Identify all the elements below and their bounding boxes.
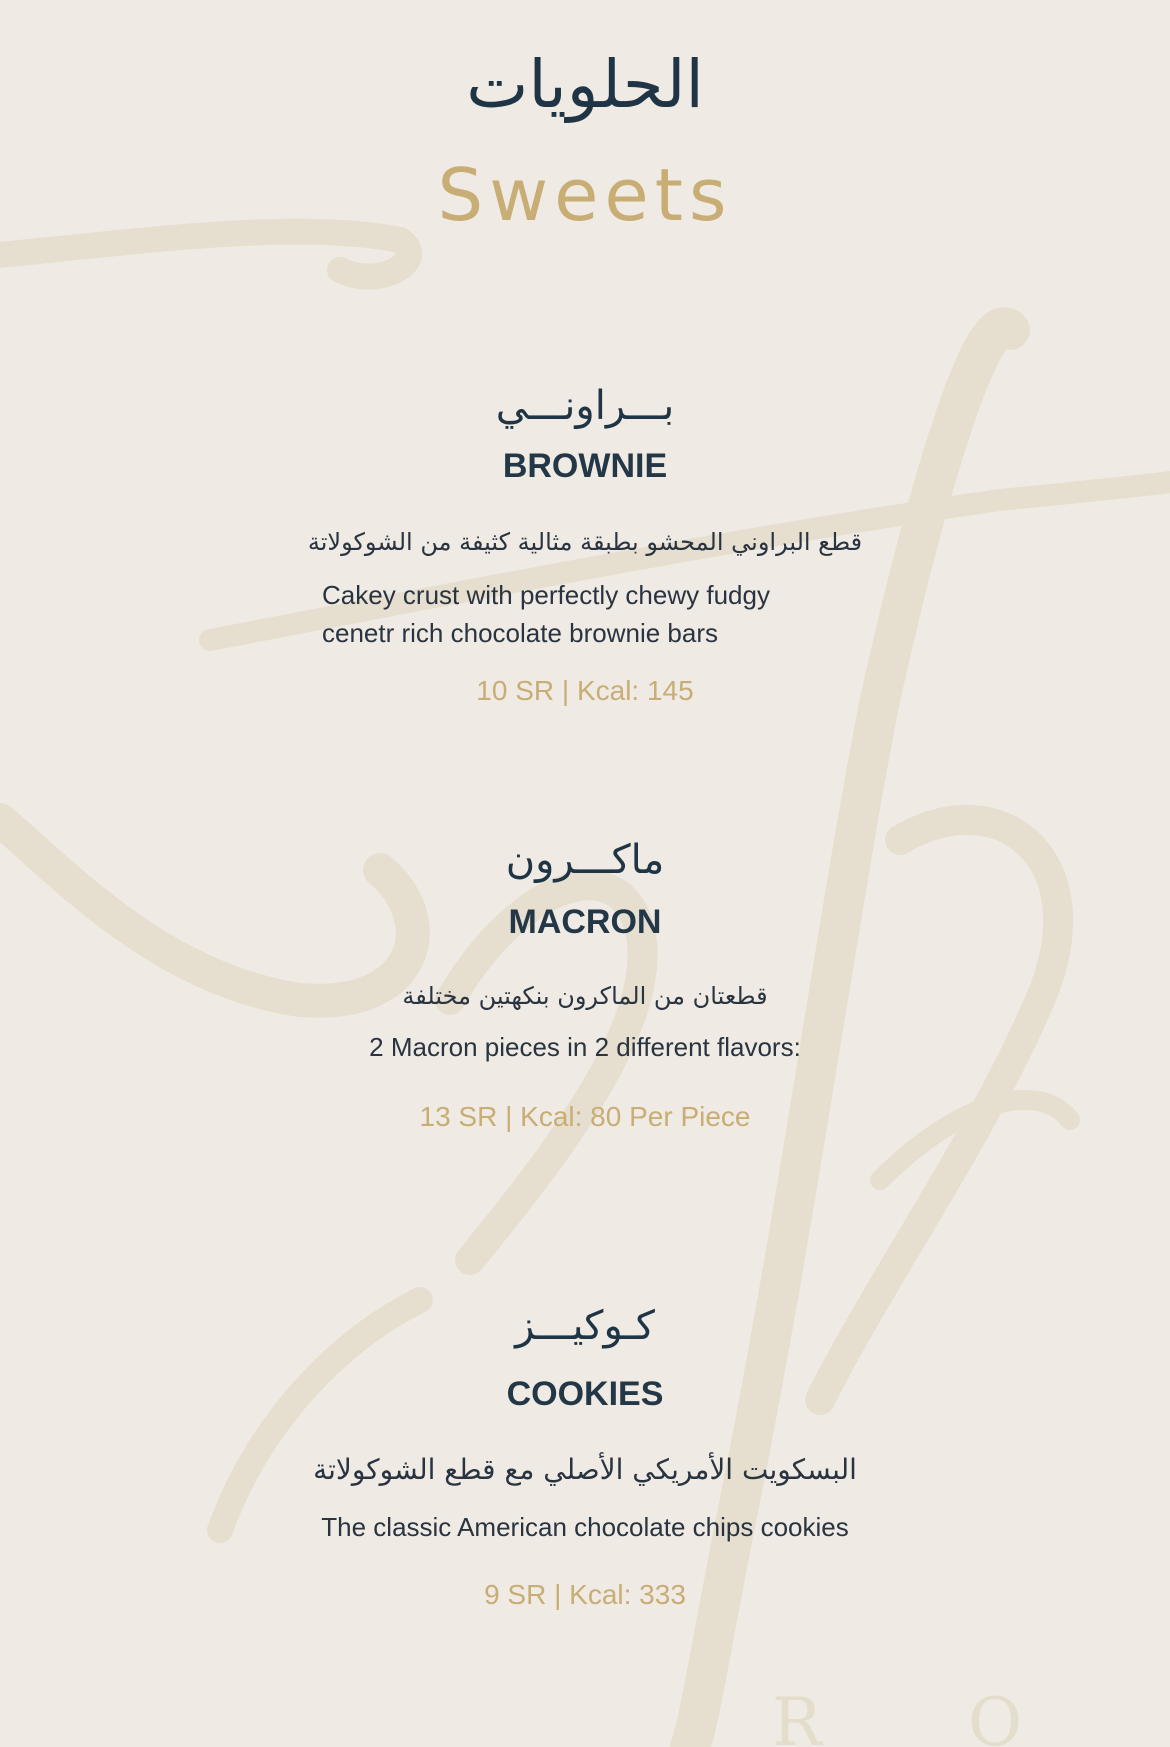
item-description-english: 2 Macron pieces in 2 different flavors: [369,1032,801,1062]
item-price: 13 SR | Kcal: 80 Per Piece [419,1101,751,1132]
item-name-english: COOKIES [506,1375,664,1413]
item-description-arabic: قطع البراوني المحشو بطبقة مثالية كثيفة من الشوكولاتة [307,528,863,556]
item-price: 9 SR | Kcal: 333 [484,1579,686,1610]
item-name-arabic: كـوكيـــز [515,1303,655,1349]
svg-text:R: R [772,1684,822,1747]
item-description-english-line2: cenetr rich chocolate brownie bars [322,618,718,648]
item-name-arabic: بـــراونـــي [495,383,675,429]
item-description-arabic: البسكويت الأمريكي الأصلي مع قطع الشوكولاتة [313,1453,857,1486]
svg-text:O: O [968,1684,1023,1747]
item-name-english: BROWNIE [502,447,668,485]
item-description-arabic: قطعتان من الماكرون بنكهتين مختلفة [402,982,768,1010]
item-description-english: The classic American chocolate chips cookies [321,1512,849,1542]
item-name-english: MACRON [508,903,662,941]
item-description-english-line1: Cakey crust with perfectly chewy fudgy [322,580,770,610]
item-price: 10 SR | Kcal: 145 [476,675,694,706]
item-name-arabic: ماكـــرون [505,837,665,883]
page-title-arabic: الحلويات [466,46,704,123]
page-title-english: Sweets [437,153,733,237]
